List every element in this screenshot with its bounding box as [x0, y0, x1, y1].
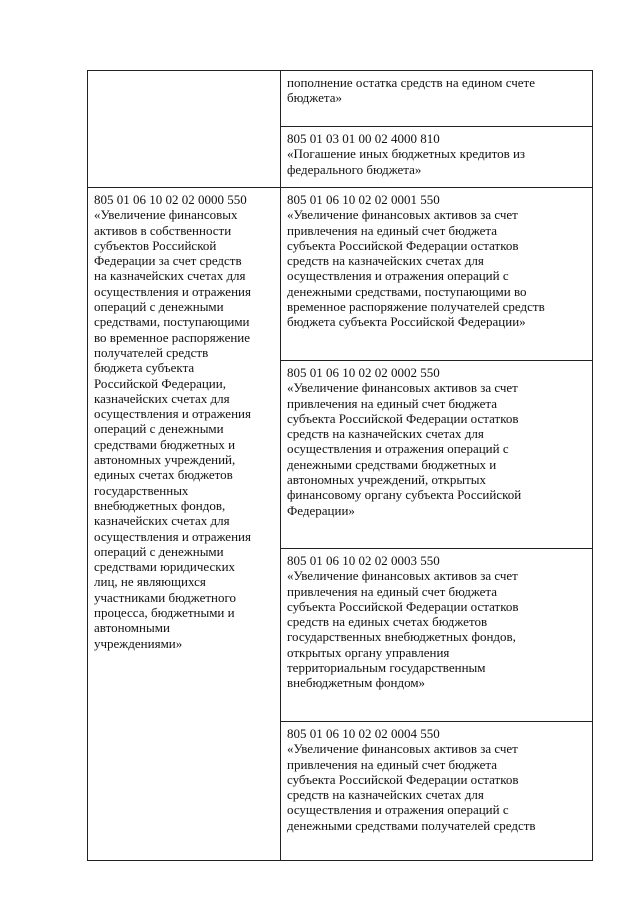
text-line: субъектов Российской — [94, 237, 217, 253]
text-line: операций с денежными — [94, 543, 224, 559]
text-line: операций с денежными — [94, 421, 224, 437]
text-line: осуществления и отражения — [94, 283, 251, 299]
text-line: открытых органу управления — [287, 644, 450, 660]
text-line: привлечения на единый счет бюджета — [287, 222, 498, 238]
text-line: привлечения на единый счет бюджета — [287, 583, 498, 599]
text-line: средств на казначейских счетах для — [287, 787, 484, 803]
text-line: пополнение остатка средств на едином счете — [287, 75, 536, 90]
text-line: получателей средств — [94, 344, 209, 360]
text-line: денежными средствами получателей средств — [287, 817, 536, 833]
text-line: субъекта Российской Федерации остатков — [287, 771, 519, 787]
text-line: операций с денежными — [94, 299, 224, 315]
code-line: 805 01 06 10 02 02 0004 550 — [287, 726, 440, 741]
text-line: государственных — [94, 482, 189, 498]
text-line: привлечения на единый счет бюджета — [287, 756, 498, 772]
code-line: 805 01 06 10 02 02 0000 550 — [94, 192, 247, 207]
text-line: Российской Федерации, — [94, 375, 226, 391]
text-line: субъекта Российской Федерации остатков — [287, 598, 519, 614]
budget-codes-table — [87, 70, 593, 861]
text-line: «Увеличение финансовых активов за счет — [287, 741, 518, 757]
text-line: средствами бюджетных и — [94, 436, 236, 452]
text-line: денежными средствами бюджетных и — [287, 456, 497, 472]
text-line: бюджета субъекта Российской Федерации» — [287, 314, 526, 330]
text-line: средств на казначейских счетах для — [287, 253, 484, 269]
text-line: территориальным государственным — [287, 660, 486, 676]
right-cell-4000-810 — [281, 127, 593, 188]
text-line: бюджета субъекта — [94, 360, 195, 376]
text-line: внебюджетным фондом» — [287, 675, 426, 691]
text-line: автономных учреждений, — [94, 452, 236, 468]
text-line: субъекта Российской Федерации остатков — [287, 237, 519, 253]
text-line: казначейских счетах для — [94, 390, 230, 406]
text-line: средствами, поступающими — [94, 314, 250, 330]
text-line: единых счетах бюджетов — [94, 467, 233, 483]
code-line: 805 01 03 01 00 02 4000 810 — [287, 131, 440, 146]
text-line: субъекта Российской Федерации остатков — [287, 410, 519, 426]
text-line: федерального бюджета» — [287, 161, 422, 177]
text-line: «Увеличение финансовых активов за счет — [287, 568, 518, 584]
text-line: участниками бюджетного — [94, 589, 237, 605]
right-cell-0002-550 — [281, 361, 593, 549]
text-line: активов в собственности — [94, 222, 232, 238]
text-line: «Увеличение финансовых — [94, 207, 238, 223]
text-line: бюджета» — [287, 90, 342, 106]
text-line: во временное распоряжение — [94, 329, 251, 345]
text-line: процесса, бюджетными и — [94, 605, 235, 621]
text-line: осуществления и отражения — [94, 528, 251, 544]
text-line: осуществления и отражения операций с — [287, 268, 509, 284]
text-line: средствами юридических — [94, 559, 236, 575]
text-line: финансовому органу субъекта Российской — [287, 487, 522, 503]
text-line: «Увеличение финансовых активов за счет — [287, 380, 518, 396]
text-line: средств на единых счетах бюджетов — [287, 614, 488, 630]
table-row — [88, 71, 593, 127]
code-line: 805 01 06 10 02 02 0003 550 — [287, 553, 440, 568]
right-cell-0001-550 — [281, 188, 593, 361]
code-line: 805 01 06 10 02 02 0001 550 — [287, 192, 440, 207]
text-line: автономных учреждений, открытых — [287, 472, 486, 488]
table-row — [88, 188, 593, 361]
text-line: внебюджетных фондов, — [94, 497, 226, 513]
text-line: государственных внебюджетных фондов, — [287, 629, 516, 645]
text-line: лиц, не являющихся — [94, 574, 206, 590]
right-cell-0004-550 — [281, 722, 593, 861]
text-line: автономными — [94, 620, 170, 636]
text-line: временное распоряжение получателей средств — [287, 299, 545, 315]
left-cell-0000-550 — [88, 188, 281, 861]
text-line: осуществления и отражения операций с — [287, 441, 509, 457]
text-line: денежными средствами, поступающими во — [287, 283, 527, 299]
right-cell-0003-550 — [281, 549, 593, 722]
code-line: 805 01 06 10 02 02 0002 550 — [287, 365, 440, 380]
text-line: на казначейских счетах для — [94, 268, 246, 284]
text-line: Федерации за счет средств — [94, 253, 242, 269]
text-line: «Погашение иных бюджетных кредитов из — [287, 146, 526, 162]
text-line: осуществления и отражения — [94, 406, 251, 422]
text-line: Федерации» — [287, 502, 355, 518]
text-line: осуществления и отражения операций с — [287, 802, 509, 818]
empty-left-cell — [88, 71, 281, 188]
text-line: казначейских счетах для — [94, 513, 230, 529]
text-line: привлечения на единый счет бюджета — [287, 395, 498, 411]
text-line: средств на казначейских счетах для — [287, 426, 484, 442]
text-line: учреждениями» — [94, 635, 183, 651]
right-cell-continuation — [281, 71, 593, 127]
text-line: «Увеличение финансовых активов за счет — [287, 207, 518, 223]
